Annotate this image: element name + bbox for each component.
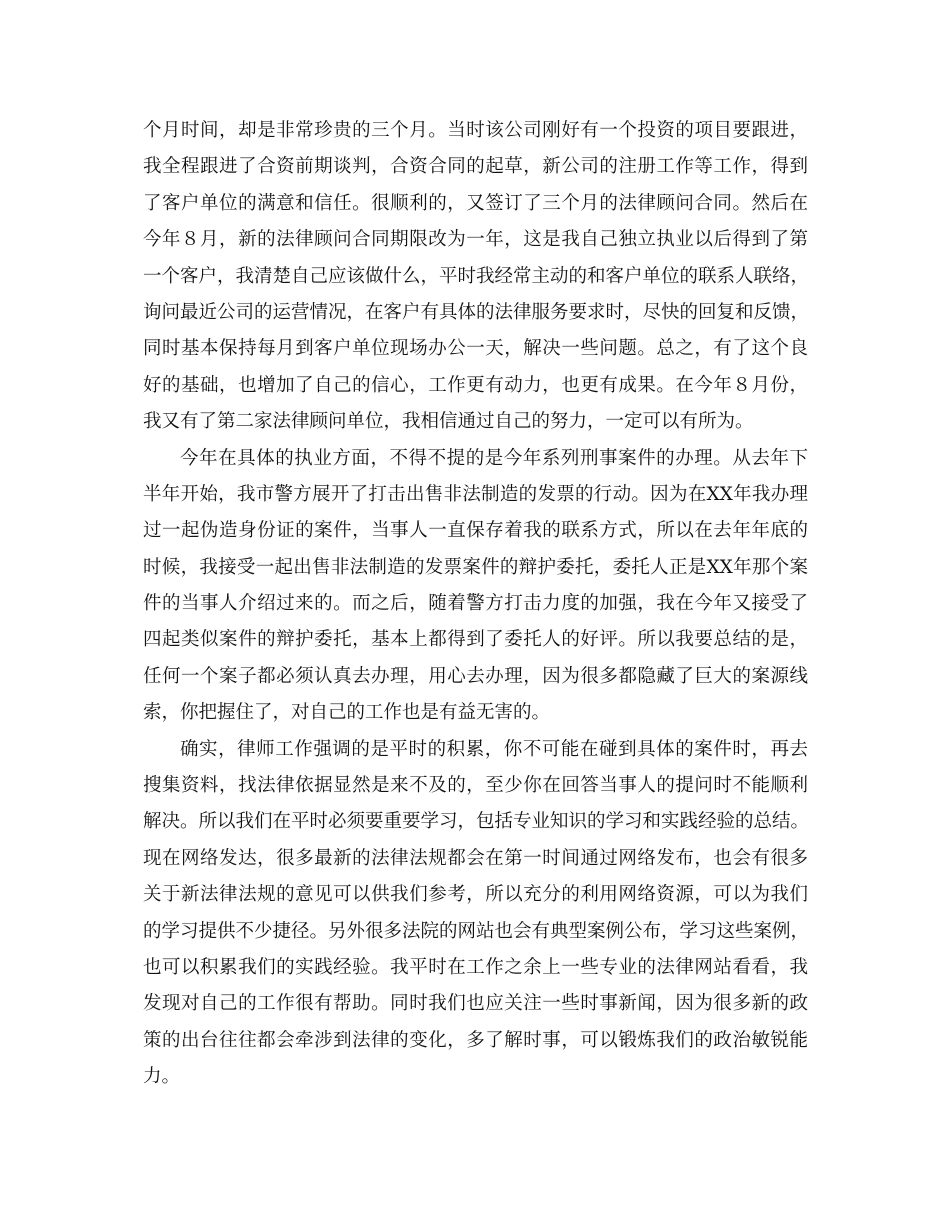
text-line: 发现对自己的工作很有帮助。同时我们也应关注一些时事新闻，因为很多新的政 — [143, 993, 808, 1015]
text-line: 确实，律师工作强调的是平时的积累，你不可能在碰到具体的案件时，再去 — [180, 738, 808, 760]
paragraph-1 — [143, 113, 808, 441]
text-line: 半年开始，我市警方展开了打击出售非法制造的发票的行动。因为在XX年我办理 — [143, 483, 808, 505]
paragraph-2 — [143, 441, 808, 732]
text-line: 过一起伪造身份证的案件，当事人一直保存着我的联系方式，所以在去年年底的 — [143, 520, 808, 542]
text-line: 一个客户，我清楚自己应该做什么，平时我经常主动的和客户单位的联系人联络， — [143, 265, 810, 287]
text-line: 力。 — [143, 1066, 181, 1088]
text-line: 好的基础，也增加了自己的信心，工作更有动力，也更有成果。在今年８月份， — [143, 374, 808, 396]
text-line: 策的出台往往都会牵涉到法律的变化，多了解时事，可以锻炼我们的政治敏锐能 — [143, 1029, 808, 1051]
paragraph-3 — [143, 732, 808, 1096]
text-line: 时候，我接受一起出售非法制造的发票案件的辩护委托，委托人正是XX年那个案 — [143, 556, 808, 578]
text-line: 件的当事人介绍过来的。而之后，随着警方打击力度的加强，我在今年又接受了 — [143, 593, 808, 615]
text-line: 搜集资料，找法律依据显然是来不及的，至少你在回答当事人的提问时不能顺利 — [143, 775, 808, 797]
text-line: 询问最近公司的运营情况，在客户有具体的法律服务要求时，尽快的回复和反馈， — [143, 301, 810, 323]
text-line: 个月时间，却是非常珍贵的三个月。当时该公司刚好有一个投资的项目要跟进， — [143, 120, 808, 141]
document-page — [143, 113, 808, 1096]
text-line: 我全程跟进了合资前期谈判，合资合同的起草，新公司的注册工作等工作，得到 — [143, 156, 808, 178]
text-line: 四起类似案件的辩护委托，基本上都得到了委托人的好评。所以我要总结的是， — [143, 629, 808, 651]
text-line: 今年在具体的执业方面，不得不提的是今年系列刑事案件的办理。从去年下 — [180, 447, 808, 469]
text-line: 任何一个案子都必须认真去办理，用心去办理，因为很多都隐藏了巨大的案源线 — [143, 665, 808, 687]
text-line: 解决。所以我们在平时必须要重要学习，包括专业知识的学习和实践经验的总结。 — [143, 811, 810, 833]
text-line: 现在网络发达，很多最新的法律法规都会在第一时间通过网络发布，也会有很多 — [143, 847, 808, 869]
text-line: 的学习提供不少捷径。另外很多法院的网站也会有典型案例公布，学习这些案例， — [143, 920, 810, 942]
text-line: 索，你把握住了，对自己的工作也是有益无害的。 — [143, 702, 551, 724]
text-line: 我又有了第二家法律顾问单位，我相信通过自己的努力，一定可以有所为。 — [143, 411, 754, 433]
text-line: 了客户单位的满意和信任。很顺利的，又签订了三个月的法律顾问合同。然后在 — [143, 192, 808, 214]
text-line: 关于新法律法规的意见可以供我们参考，所以充分的利用网络资源，可以为我们 — [143, 884, 808, 906]
text-line: 今年８月，新的法律顾问合同期限改为一年，这是我自己独立执业以后得到了第 — [143, 229, 808, 251]
text-line: 同时基本保持每月到客户单位现场办公一天，解决一些问题。总之，有了这个良 — [143, 338, 808, 360]
text-line: 也可以积累我们的实践经验。我平时在工作之余上一些专业的法律网站看看，我 — [143, 956, 808, 978]
